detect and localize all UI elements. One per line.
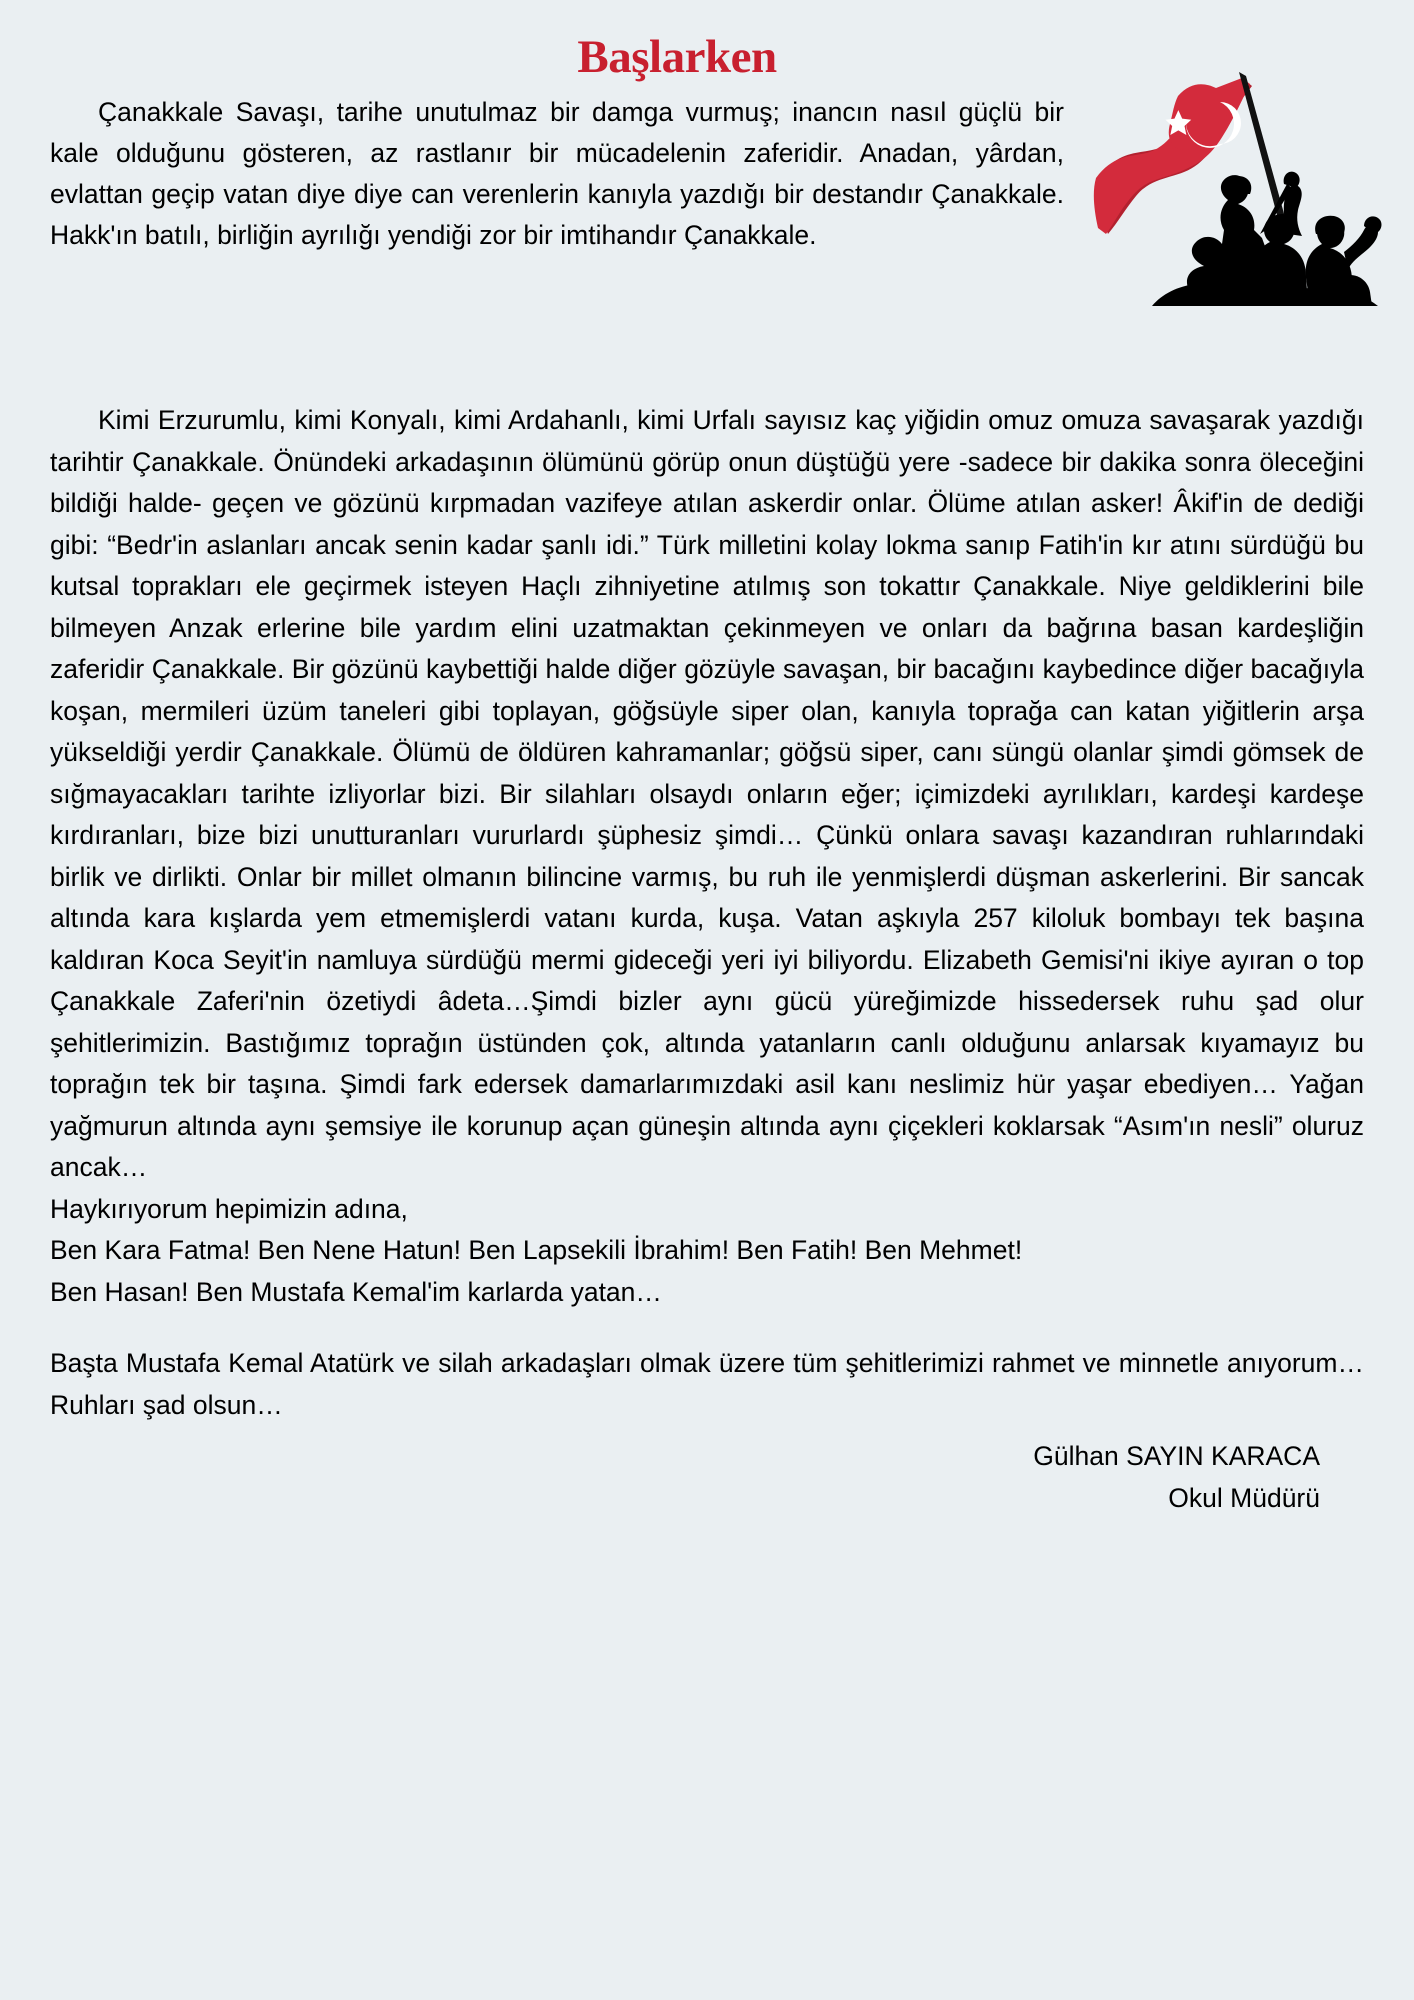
signature-role: Okul Müdürü xyxy=(1168,1482,1320,1513)
intro-section xyxy=(50,78,1364,352)
proclamation-line-1: Haykırıyorum hepimizin adına, xyxy=(50,1193,408,1224)
paragraph-spacer xyxy=(50,1313,1364,1343)
signature-block xyxy=(50,1436,1364,1519)
title-row xyxy=(50,0,1364,83)
page-title: Başlarken xyxy=(577,31,777,83)
signature-name: Gülhan SAYIN KARACA xyxy=(1033,1441,1320,1471)
closing-paragraph: Başta Mustafa Kemal Atatürk ve silah arkadaşları olmak üzere tüm şehitlerimizi rahmet ve minnetle anıyorum…Ruhları şad olsun… xyxy=(50,1348,1364,1420)
proclamation-line-2: Ben Kara Fatma! Ben Nene Hatun! Ben Lapsekili İbrahim! Ben Fatih! Ben Mehmet! xyxy=(50,1235,1023,1265)
proclamation-line-3: Ben Hasan! Ben Mustafa Kemal'im karlarda yatan… xyxy=(50,1276,662,1307)
main-paragraph: Kimi Erzurumlu, kimi Konyalı, kimi Ardahanlı, kimi Urfalı sayısız kaç yiğidin omuz omuza savaşarak yazdığı tarihtir Çanakkale. Önündeki arkadaşının ölümünü görüp onun düştüğü yere -sadece bir dakika sonra öleceğini bildiği halde- geçen ve gözünü kırpmadan vazifeye atılan askerdir onlar. Ölüme atılan asker! Âkif'in de dediği gibi: “Bedr'in aslanları ancak senin kadar şanlı idi.” Türk milletini kolay lokma sanıp Fatih'in kır atını sürdüğü bu kutsal toprakları ele geçirmek isteyen Haçlı zihniyetine atılmış son tokattır Çanakkale. Niye geldiklerini bile bilmeyen Anzak erlerine bile yardım elini uzatmaktan çekinmeyen ve onları da bağrına basan kardeşliğin zaferidir Çanakkale. Bir gözünü kaybettiği halde diğer gözüyle savaşan, bir bacağını kaybedince diğer bacağıyla koşan, mermileri üzüm taneleri gibi toplayan, göğsüyle siper olan, kanıyla toprağa can katan yiğitlerin arşa yükseldiği yerdir Çanakkale. Ölümü de öldüren kahramanlar; göğsü siper, canı süngü olanlar şimdi gömsek de sığmayacakları tarihte izliyorlar bizi. Bir silahları olsaydı onların eğer; içimizdeki ayrılıkları, kardeşi kardeşe kırdıranları, bize bizi unutturanları vururlardı şüphesiz şimdi… Çünkü onlara savaşı kazandıran ruhlarındaki birlik ve dirlikti. Onlar bir millet olmanın bilincine varmış, bu ruh ile yenmişlerdi düşman askerlerini. Bir sancak altında kara kışlarda yem etmemişlerdi vatanı kurda, kuşa. Vatan aşkıyla 257 kiloluk bombayı tek başına kaldıran Koca Seyit'in namluya sürdüğü mermi gideceği yeri iyi biliyordu. Elizabeth Gemisi'ni ikiye ayıran o top Çanakkale Zaferi'nin özetiydi âdeta…Şimdi bizler aynı gücü yüreğimizde hissedersek ruhu şad olur şehitlerimizin. Bastığımız toprağın üstünden çok, altında yatanların canlı olduğunu anlarsak kıyamayız bu toprağın tek bir taşına. Şimdi fark edersek damarlarımızdaki asil kanı neslimiz hür yaşar ebediyen… Yağan yağmurun altında aynı şemsiye ile korunup açan güneşin altında aynı çiçekleri koklarsak “Asım'ın nesli” oluruz ancak… xyxy=(50,405,1364,1182)
artwork-text-wrap-spacer xyxy=(1064,92,1364,342)
main-body xyxy=(50,352,1364,1426)
intro-paragraph: Çanakkale Savaşı, tarihe unutulmaz bir damga vurmuş; inancın nasıl güçlü bir kale olduğunu gösteren, az rastlanır bir mücadelenin zaferidir. Anadan, yârdan, evlattan geçip vatan diye diye can verenlerin kanıyla yazdığı bir destandır Çanakkale. Hakk'ın batılı, birliğin ayrılığı yendiği zor bir imtihandır Çanakkale. xyxy=(50,97,1064,250)
